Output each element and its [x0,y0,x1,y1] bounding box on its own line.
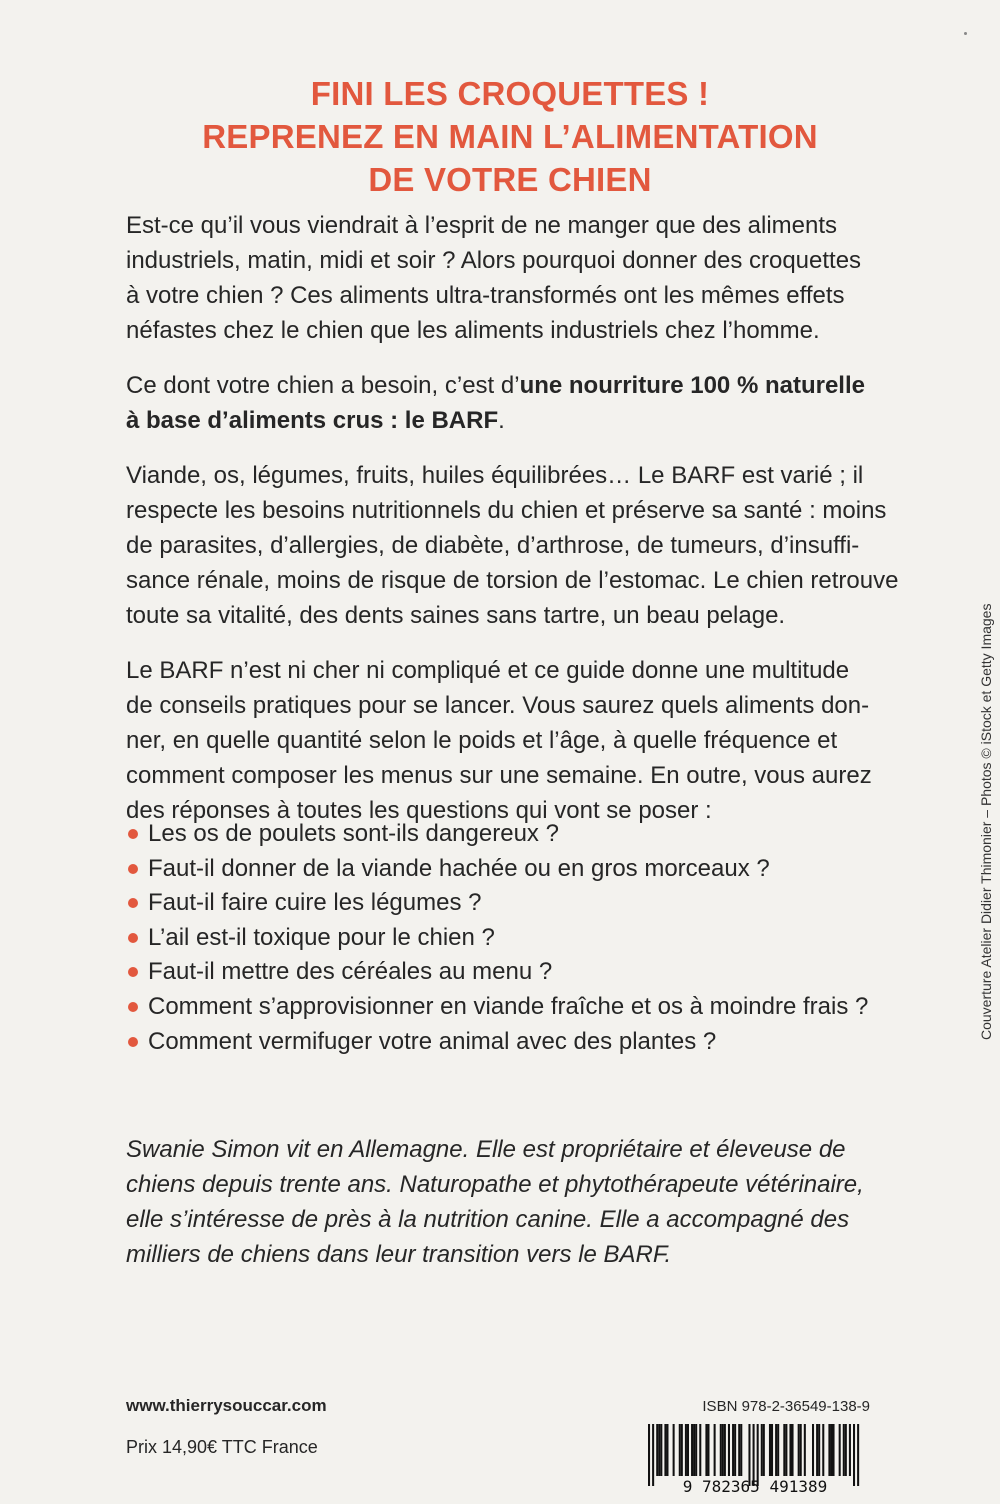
barcode-bar [728,1424,730,1476]
barcode-bar [769,1424,771,1476]
list-item-text: Comment vermifuger votre animal avec des plantes ? [148,1027,717,1055]
barcode-bar [853,1424,855,1486]
barcode-bar [798,1424,800,1476]
headline-line-2: REPRENEZ EN MAIN L’ALIMENTATION [202,118,818,155]
publisher-website: www.thierrysouccar.com [126,1396,327,1415]
text-line: elle s’intéresse de près à la nutrition canine. Elle a accompagné des [126,1206,850,1233]
list-item-text: Comment s’approvisionner en viande fraîche et os à moindre frais ? [148,992,869,1020]
barcode-bar [830,1424,832,1476]
bullet-dot-icon [128,1002,138,1012]
barcode-bar [738,1424,740,1476]
barcode-bar [693,1424,695,1476]
barcode-bar [705,1424,707,1476]
list-item-text: L’ail est-il toxique pour le chien ? [148,923,495,951]
bullet-dot-icon [128,967,138,977]
headline-line-3: DE VOTRE CHIEN [368,161,652,198]
bullet-dot-icon [128,829,138,839]
barcode-bar [681,1424,683,1476]
barcode-bar [822,1424,824,1476]
text-line: milliers de chiens dans leur transition vers le BARF. [126,1241,672,1268]
barcode-bar [777,1424,779,1476]
text-line: de conseils pratiques pour se lancer. Vous saurez quels aliments don- [126,692,870,719]
barcode-bar [691,1424,693,1476]
barcode-bar [734,1424,736,1476]
barcode-bar [652,1424,654,1486]
text-line: des réponses à toutes les questions qui vont se poser : [126,797,712,824]
author-bio [126,1132,886,1272]
text-line: Le BARF n’est ni cher ni compliqué et ce guide donne une multitude [126,657,850,684]
headline [80,72,940,201]
bullet-dot-icon [128,898,138,908]
paragraph-3 [126,458,899,633]
barcode-bar [763,1424,765,1476]
barcode-bar [687,1424,689,1476]
paragraph-2-tail: . [498,407,505,434]
barcode-bar [857,1424,859,1486]
barcode-bar [792,1424,794,1476]
list-item-text: Les os de poulets sont-ils dangereux ? [148,820,559,847]
headline-line-1: FINI LES CROQUETTES ! [310,75,710,112]
barcode-bar [812,1424,814,1476]
list-item [126,1025,886,1060]
barcode-bar [849,1424,851,1476]
text-line: industriels, matin, midi et soir ? Alors pourquoi donner des croquettes [126,247,862,274]
text-line: néfastes chez le chien que les aliments industriels chez l’homme. [126,317,820,344]
text-line: comment composer les menus sur une semaine. En outre, vous aurez [126,762,872,789]
barcode-bar [800,1424,802,1476]
barcode-bar [804,1424,806,1476]
text-line: de parasites, d’allergies, de diabète, d’arthrose, de tumeurs, d’insuffi- [126,532,860,559]
paragraph-4 [126,653,872,828]
barcode-bar [722,1424,724,1476]
list-item [126,886,886,921]
paragraph-1 [126,208,866,348]
barcode-bar [761,1424,763,1476]
barcode-bar [714,1424,716,1476]
barcode-bar [775,1424,777,1476]
barcode-bar [833,1424,835,1476]
barcode-bar [724,1424,726,1476]
bullet-dot-icon [128,1037,138,1047]
barcode-bar [783,1424,785,1476]
list-item [126,955,886,990]
text-line: respecte les besoins nutritionnels du chien et préserve sa santé : moins [126,497,887,524]
paragraph-2-bold-2: à base d’aliments crus : le BARF [126,407,499,434]
list-item [126,817,886,852]
text-line: Viande, os, légumes, fruits, huiles équilibrées… Le BARF est varié ; il [126,462,864,489]
barcode-bar [685,1424,687,1476]
text-line: Swanie Simon vit en Allemagne. Elle est propriétaire et éleveuse de [126,1136,846,1163]
text-line [126,368,866,403]
text-line: ner, en quelle quantité selon le poids et l’âge, à quelle fréquence et [126,727,838,754]
paragraph-2-bold-1: une nourriture 100 % naturelle [519,372,865,399]
barcode-bar [673,1424,675,1476]
list-item [126,990,886,1025]
barcode-digits: 9 782365 491389 [682,1477,828,1494]
barcode-bar [839,1424,841,1476]
barcode-bar [816,1424,818,1476]
list-item [126,852,886,887]
list-item-text: Faut-il donner de la viande hachée ou en gros morceaux ? [148,854,770,882]
barcode-bar [695,1424,697,1476]
barcode-bar [789,1424,791,1476]
barcode-bar [818,1424,820,1476]
barcode-bar [656,1424,658,1476]
bullet-dot-icon [128,933,138,943]
barcode-bar [679,1424,681,1476]
barcode-bar [666,1424,668,1476]
text-line: Est-ce qu’il vous viendrait à l’esprit de ne manger que des aliments [126,212,838,239]
barcode-bar [740,1424,742,1476]
text-line: sance rénale, moins de risque de torsion de l’estomac. Le chien retrouve [126,567,899,594]
barcode-bar [707,1424,709,1476]
barcode [640,1424,870,1494]
description [126,208,899,848]
barcode-bar [785,1424,787,1476]
paragraph-2 [126,368,866,438]
text-line: toute sa vitalité, des dents saines sans tartre, un beau pelage. [126,602,786,629]
isbn-label: ISBN 978-2-36549-138-9 [702,1398,870,1415]
barcode-bar [660,1424,662,1476]
barcode-bar [732,1424,734,1476]
corner-mark [964,32,967,35]
list-item-text: Faut-il faire cuire les légumes ? [148,889,482,917]
barcode-bar [648,1424,650,1486]
cover-credit: Couverture Atelier Didier Thimonier – Photos © iStock et Getty Images [978,603,994,1040]
paragraph-2-lead: Ce dont votre chien a besoin, c’est d’ [126,372,520,399]
barcode-bar [664,1424,666,1476]
barcode-bar [720,1424,722,1476]
text-line: chiens depuis trente ans. Naturopathe et phytothérapeute vétérinaire, [126,1171,864,1198]
list-item [126,921,886,956]
question-list [126,817,886,1059]
text-line: à votre chien ? Ces aliments ultra-transformés ont les mêmes effets [126,282,845,309]
barcode-bar [699,1424,701,1476]
list-item-text: Faut-il mettre des céréales au menu ? [148,958,553,986]
barcode-bars [640,1424,870,1494]
barcode-bar [845,1424,847,1476]
text-line [126,403,866,438]
barcode-bar [771,1424,773,1476]
barcode-bar [828,1424,830,1476]
barcode-bar [843,1424,845,1476]
barcode-bar [658,1424,660,1476]
price-label: Prix 14,90€ TTC France [126,1437,318,1457]
bullet-dot-icon [128,864,138,874]
